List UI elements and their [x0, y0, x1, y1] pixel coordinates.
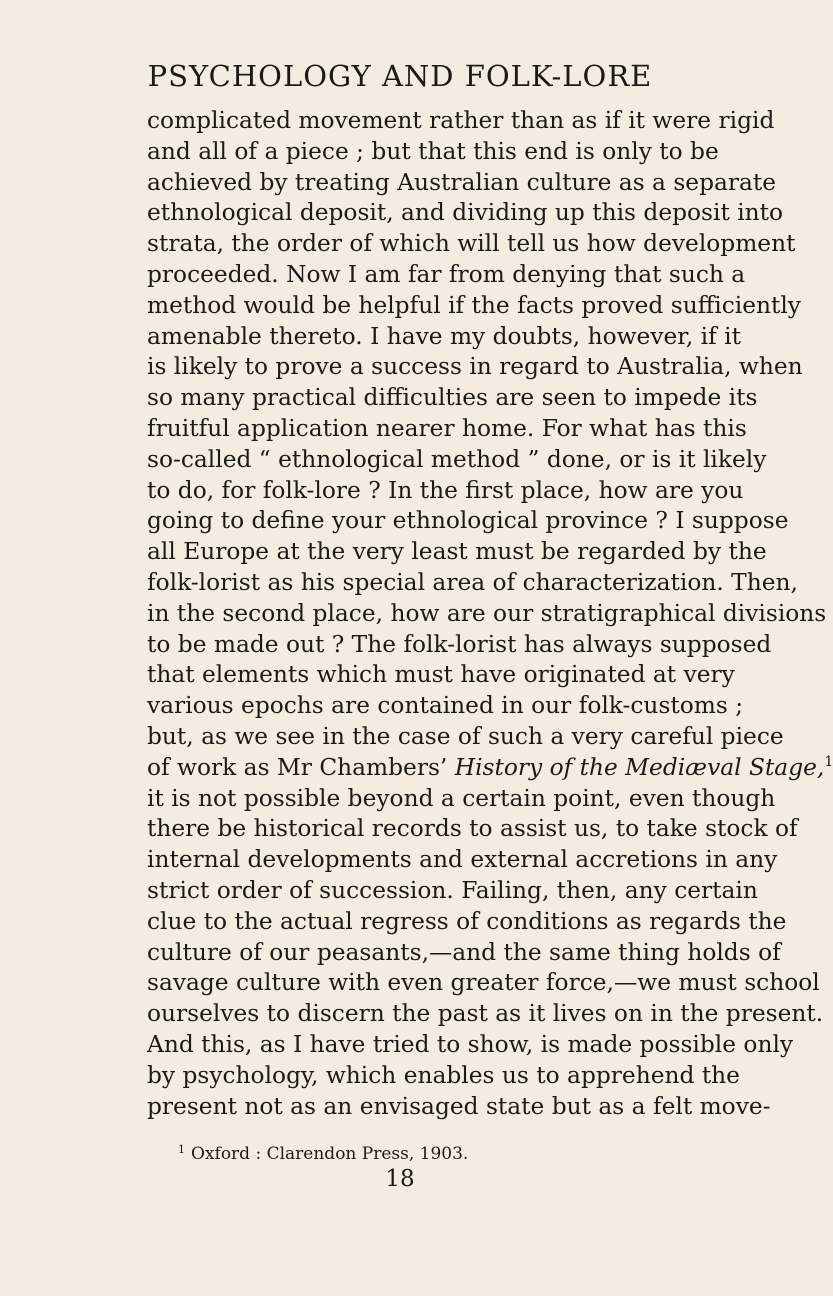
text-line: that elements which must have originated at very — [147, 661, 735, 689]
text-line: is likely to prove a success in regard to Australia, when — [147, 353, 803, 381]
text-line: And this, as I have tried to show, is made possible only — [147, 1030, 794, 1058]
text-line: there be historical records to assist us, to take stock of — [147, 815, 798, 843]
text-line: savage culture with even greater force,—we must school — [147, 969, 820, 997]
body-text — [147, 106, 833, 1122]
text-line: going to define your ethnological province ? I suppose — [147, 507, 789, 535]
footnote-marker: 1 — [178, 1143, 185, 1156]
text-line: and all of a piece ; but that this end is only to be — [147, 137, 719, 165]
text-line: so-called “ ethnological method ” done, or is it likely — [147, 445, 767, 473]
footnote — [178, 1144, 468, 1163]
text-line: by psychology, which enables us to apprehend the — [147, 1061, 740, 1089]
line-text: of work as Mr Chambers’ — [147, 753, 455, 781]
running-head: PSYCHOLOGY AND FOLK-LORE — [147, 59, 653, 93]
text-line: folk-lorist as his special area of characterization. Then, — [147, 568, 798, 596]
text-line: strict order of succession. Failing, then, any certain — [147, 876, 758, 904]
text-line: to be made out ? The folk-lorist has always supposed — [147, 630, 772, 658]
footnote-reference[interactable]: 1 — [824, 753, 833, 770]
text-line: but, as we see in the case of such a very careful piece — [147, 722, 784, 750]
cited-book-title: History of the Mediæval Stage, — [454, 753, 825, 781]
text-line-with-citation — [147, 753, 833, 784]
text-line: so many practical difficulties are seen to impede its — [147, 384, 758, 412]
text-line: fruitful application nearer home. For what has this — [147, 414, 747, 442]
text-line: achieved by treating Australian culture as a separate — [147, 168, 777, 196]
text-line: method would be helpful if the facts proved sufficiently — [147, 291, 801, 319]
text-line: proceeded. Now I am far from denying that such a — [147, 260, 746, 288]
text-line: it is not possible beyond a certain point, even though — [147, 784, 776, 812]
footnote-text: Oxford : Clarendon Press, 1903. — [191, 1144, 469, 1164]
text-line: amenable thereto. I have my doubts, however, if it — [147, 322, 741, 350]
text-line: ourselves to discern the past as it lives on in the present. — [147, 1000, 824, 1028]
text-line: to do, for folk-lore ? In the first place, how are you — [147, 476, 744, 504]
text-line: various epochs are contained in our folk-customs ; — [147, 692, 744, 720]
text-line: complicated movement rather than as if it were rigid — [147, 107, 775, 134]
text-line: clue to the actual regress of conditions as regards the — [147, 907, 787, 935]
text-line: ethnological deposit, and dividing up this deposit into — [147, 199, 784, 227]
text-line: culture of our peasants,—and the same thing holds of — [147, 938, 781, 966]
text-line: strata, the order of which will tell us how development — [147, 230, 796, 258]
text-line: all Europe at the very least must be regarded by the — [147, 538, 767, 566]
text-line: present not as an envisaged state but as a felt move- — [147, 1092, 771, 1120]
page-number: 18 — [385, 1166, 415, 1192]
text-line: in the second place, how are our stratigraphical divisions — [147, 599, 827, 627]
text-line: internal developments and external accretions in any — [147, 846, 778, 874]
